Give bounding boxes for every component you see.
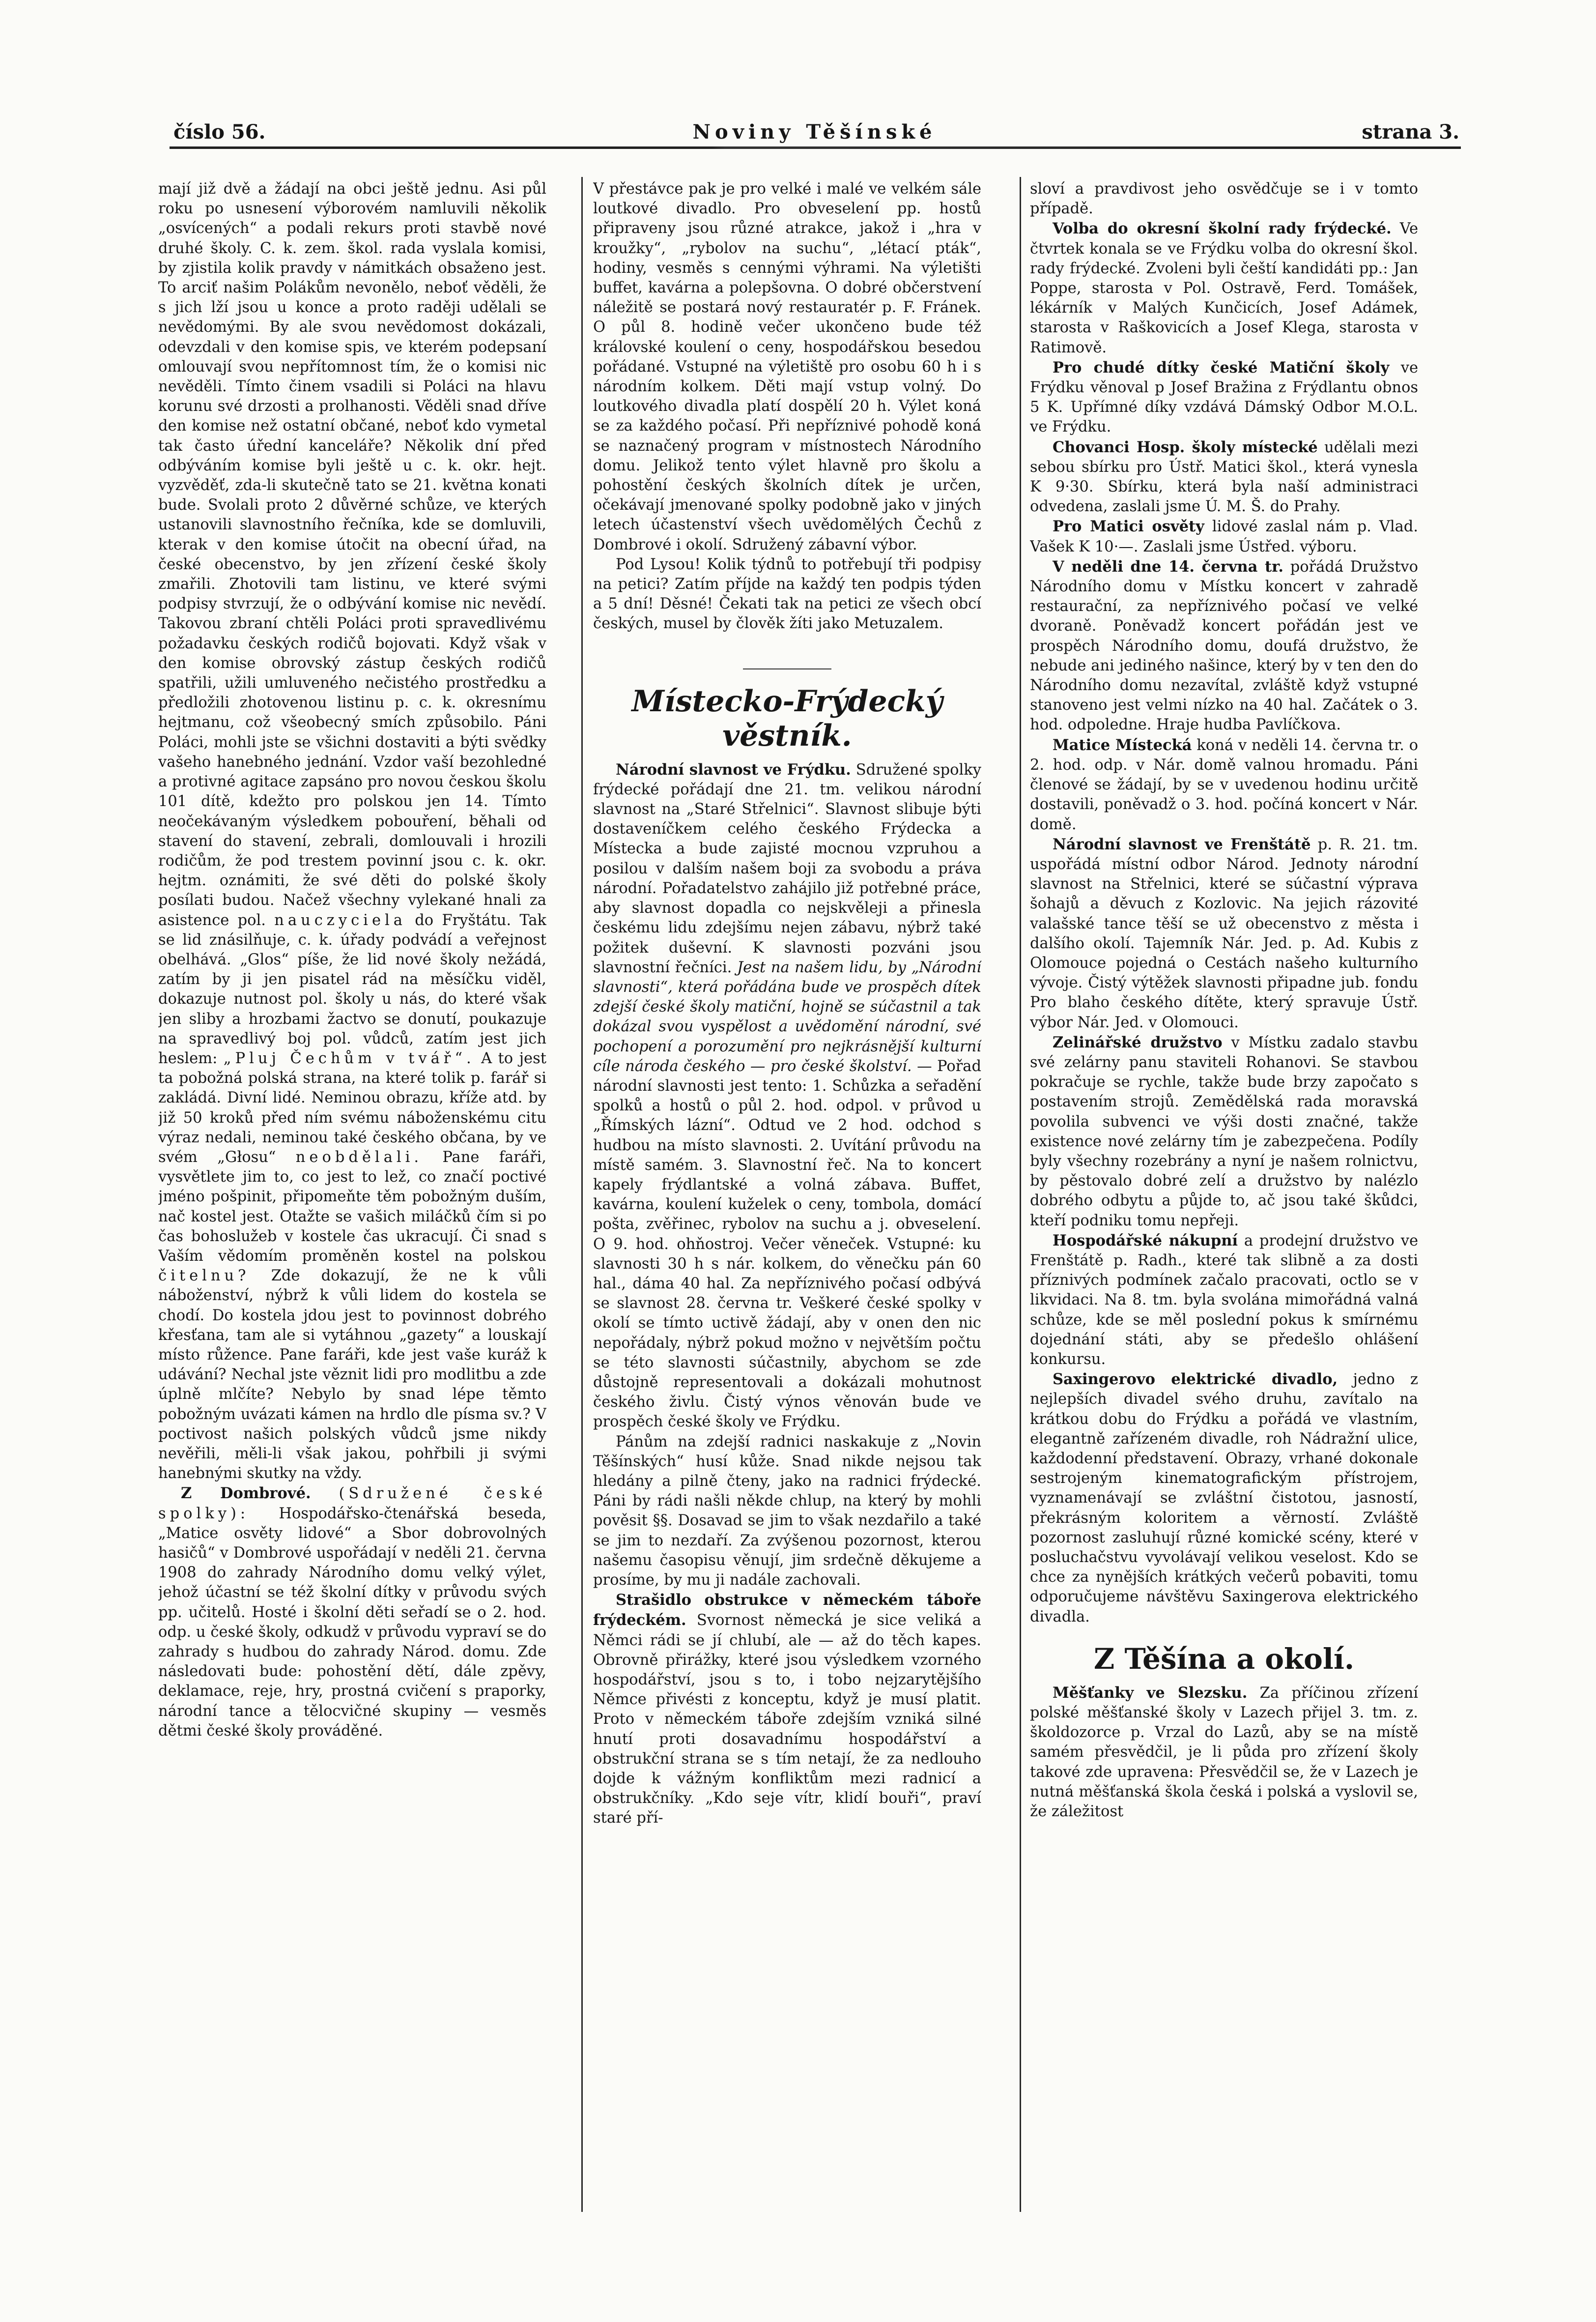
article-paragraph: Zelinářské družstvo v Místku zadalo stavbu své zelárny panu staviteli Rohanovi. Se stavbou pokračuje se rychle, takže bude brzy započato s postavením strojů. Zemědělská rada moravská povolila subvenci ve výši dosti značné, takže existence nové zelárny tím je zabezpečena. Podíly byly všechny rozebrány a nyní je našem rolnictvu, by pěstovalo dobré zelí a družstvo by nalézlo dobrého odbytu a půjde to, ač jsou také škůdci, kteří podniku tomu nepřeji.	[1030, 1033, 1418, 1229]
page-number: strana 3.	[1362, 120, 1459, 144]
article-lead: Volba do okresní školní rady frýdecké.	[1053, 220, 1392, 238]
article-paragraph: Volba do okresní školní rady frýdecké. Ve čtvrtek konala se ve Frýdku volba do okresní škol. rady frýdecké. Zvoleni byli čeští kandidáti pp.: Jan Poppe, starosta v Pol. Ostravě, Ferd. Tomášek, lékárník v Malých Kunčicích, Josef Adámek, starosta v Raškovicích a Josef Klega, starosta v Ratimově.	[1030, 220, 1418, 356]
issue-number: číslo 56.	[173, 120, 266, 144]
article-lead: Měšťanky ve Slezsku.	[1053, 1683, 1248, 1702]
article-paragraph: Pod Lysou! Kolik týdnů to potřebují tři podpisy na petici? Zatím příjde na každý ten podpis týden a 5 dní! Děsné! Čekati tak na petici ze všech obcí českých, musel by člověk žíti jako Metuzalem.	[593, 555, 981, 633]
section-heading-tesin: Z Těšína a okolí.	[1093, 1642, 1355, 1676]
article-lead: Pro Matici osvěty	[1053, 518, 1204, 536]
article-paragraph: Pro Matici osvěty lidové zaslal nám p. Vlad. Vašek K 10·—. Zaslali jsme Ústřed. výboru.	[1030, 518, 1418, 555]
article-lead: Saxingerovo elektrické divadlo,	[1053, 1370, 1338, 1389]
article-lead: Z Dombrové.	[181, 1484, 311, 1503]
newspaper-title: Noviny Těšínské	[692, 120, 937, 144]
article-lead: Národní slavnost ve Frenštátě	[1053, 835, 1311, 853]
article-paragraph: V přestávce pak je pro velké i malé ve velkém sále loutkové divadlo. Pro obveselení pp. hostů připraveny jsou různé atrakce, jakož i „hra v kroužky“, „rybolov na suchu“, „létací pták“, hodiny, vesměs s cennými výhrami. Na výletišti buffet, kavárna a polepšovna. O dobré občerstvení náležitě se postará nový restauratér p. F. Fránek. O půl 8. hodině večer ukončeno bude též královské koulení o ceny, hospodářskou besedou pořádané. Vstupné na výletiště pro osobu 60 h i s národním kolkem. Děti mají vstup volný. Do loutkového divadla platí dospělí 20 h. Výlet koná se za každého počasí. Při nepříznivé pohodě koná se naznačený program v místnostech Národního domu. Jelikož tento výlet hlavně pro školu a pohostění českých školních dítek je určen, očekávají jmenované spolky podobně jako v jiných letech účastenství všech uvědomělých Čechů z Dombrové i okolí. Sdružený zábavní výbor.	[593, 180, 981, 553]
section-heading-mistecko: Místecko-Frýdecký věstník.	[631, 684, 943, 753]
article-lead: Chovanci Hosp. školy místecké	[1053, 438, 1318, 456]
masthead-rule	[170, 146, 1461, 149]
article-paragraph: Národní slavnost ve Frenštátě p. R. 21. tm. uspořádá místní odbor Národ. Jednoty národní slavnost na Střelnici, které se súčastní výprava šohajů a děvuch z Kozlovic. Na jejich rázovité valašské tance těší se už obecenstvo z města i dalšího okolí. Tajemník Nár. Jed. p. Ad. Kubis z Olomouce pojedná o Cestách našeho kulturního vývoje. Čistý výtěžek slavnosti připadne jub. fondu Pro blaho českého dítěte, který spravuje Ústř. výbor Nár. Jed. v Olomouci.	[1030, 835, 1418, 1031]
article-paragraph: Národní slavnost ve Frýdku. Sdružené spolky frýdecké pořádají dne 21. tm. velikou národní slavnost na „Staré Střelnici“. Slavnost slibuje býti dostaveníčkem celého českého Frýdecka a Místecka a bude zajisté mocnou vzpruhou a posilou v dalším našem boji za svobodu a práva národní. Pořadatelstvo zahájilo již potřebné práce, aby slavnost dopadla co nejskvěleji a přinesla českému lidu zdejšímu nejen zábavu, nýbrž také požitek duševní. K slavnosti pozváni jsou slavnostní řečníci. Jest na našem lidu, by „Národní slavnosti“, která pořádána bude ve prospěch dítek zdejší české školy matiční, hojně se súčastnil a tak dokázal svou vyspělost a uvědomění národní, své pochopení a porozumění pro nejkrásnější kulturní cíle národa českého — pro české školství. — Pořad národní slavnosti jest tento: 1. Schůzka a seřadění spolků a hostů o půl 2. hod. odpol. v průvod u „Římských lázní“. Odtud ve 2 hod. odchod s hudbou na místo slavnosti. 2. Uvítání průvodu na místě samém. 3. Slavnostní řeč. Na to koncert kapely frýdlantské a volná zábava. Buffet, kavárna, koulení kuželek o ceny, tombola, domácí pošta, zvěřinec, rybolov na suchu a j. obveselení. O 9. hod. ohňostroj. Večer věneček. Vstupné: ku slavnosti 30 h s nár. kolkem, do věnečku pán 60 hal., dáma 40 hal. Za nepříznivého počasí odbývá se slavnost 28. června tr. Veškeré české spolky v okolí se tímto uctivě žádají, aby v onen den nic nepořádaly, nýbrž pokud možno v největším počtu se této slavnosti súčastnily, abychom se zde důstojně representovali a dokázali mohutnost českého živlu. Čistý výnos věnován bude ve prospěch české školy ve Frýdku.	[593, 760, 981, 1431]
column-1	[158, 179, 546, 2224]
article-lead: V neděli dne 14. června tr.	[1053, 557, 1283, 576]
article-paragraph: Chovanci Hosp. školy místecké udělali mezi sebou sbírku pro Ústř. Matici škol., která vynesla K 9·30. Sbírku, která byla naší administraci odvedena, zaslali jsme Ú. M. Š. do Prahy.	[1030, 438, 1418, 516]
column-2	[593, 179, 981, 2224]
article-paragraph: sloví a pravdivost jeho osvědčuje se i v tomto případě.	[1030, 180, 1418, 218]
article-paragraph: Saxingerovo elektrické divadlo, jedno z nejlepších divadel svého druhu, zavítalo na krátkou dobu do Frýdku a pořádá ve vlastním, elegantně zařízeném divadle, roh Nádražní ulice, každodenní představení. Obrazy, vrhané dokonale sestrojeným kinematografickým přístrojem, vyznamenávají se zvláštní čistotou, jasností, překrásným koloritem a věrností. Zvláště pozornost zasluhují různé komické scény, které v posluchačstvu vyvolávají velikou veselost. Kdo se chce za nynějších krátkých večerů pobaviti, tomu odporučujeme návštěvu Saxingerova elektrického divadla.	[1030, 1370, 1418, 1625]
article-paragraph: Z Dombrové. (Sdružené české spolky): Hospodářsko-čtenářská beseda, „Matice osvěty lidové“ a Sbor dobrovolných hasičů“ v Dombrové uspořádají v neděli 21. června 1908 do zahrady Národního domu velký výlet, jehož účastní se též školní dítky v průvodu svých pp. učitelů. Hosté i školní děti seřadí se o 2. hod. odp. u české školy, odkudž v průvodu vypraví se do zahrady s hudbou do zahrady Národ. domu. Zde následovati bude: pohostění dětí, dále zpěvy, deklamace, reje, hry, prostná cvičení s praporky, národní tance a tělocvičné skupiny — vesměs dětmi české školy prováděné.	[158, 1484, 546, 1740]
section-ornament	[743, 668, 831, 669]
article-lead: Hospodářské nákupní	[1053, 1231, 1238, 1249]
article-paragraph: Měšťanky ve Slezsku. Za příčinou zřízení polské měšťanské školy v Lazech přijel 3. tm. z. školdozorce p. Vrzal do Lazů, aby se na místě samém přesvědčil, je li půda pro zřízení školy takové zde upravena: Přesvědčil se, že v Lazech je nutná měšťanská škola česká i polská a vyslovil se, že záležitost	[1030, 1683, 1418, 1821]
article-lead: Strašidlo obstrukce v německém táboře frýdeckém.	[593, 1591, 981, 1629]
article-lead: Pro chudé dítky české Matiční školy	[1053, 358, 1390, 377]
article-lead: Národní slavnost ve Frýdku.	[616, 760, 851, 779]
article-lead: Matice Místecká	[1053, 736, 1192, 754]
article-paragraph: mají již dvě a žádají na obci ještě jednu. Asi půl roku po usnesení výborovém namluvili několik „osvícených“ a podali rekurs proti stavbě nové druhé školy. C. k. zem. škol. rada vyslala komisi, by zjistila kolik pravdy v námitkách obsaženo jest. To arciť našim Polákům nevonělo, neboť věděli, že s jich lží jsou u konce a proto raději udělali se nevědomými. By ale svou nevědomost dokázali, odevzdali v den komise spis, ve kterém podepsaní omlouvají svou nepřítomnost tím, že o komisi nic nevěděli. Tímto činem vsadili si Poláci na hlavu korunu své drzosti a prolhanosti. Věděli snad dříve den komise než ostatní občané, neboť kdo vymetal tak často úřední kanceláře? Několik dní před odbýváním komise byli ještě u c. k. okr. hejt. vyzvěděť, zda-li skutečně tato se 21. května konati bude. Svolali proto 2 důvěrné schůze, ve kterých ustanovili slavnostního řečníka, kde se domluvili, kterak v den komise útočit na obecní úřad, na české obecenstvo, by jen zřízení české školy zmařili. Zhotovili tam listinu, ve které svými podpisy stvrzují, že o odbývání komise nic nevědí. Takovou zbraní chtěli Poláci proti spravedlivému požadavku českých rodičů bojovati. Když však v den komise obrovský zástup českých rodičů spatřili, užili umluveného nečistého prostředku a předložili zhotovenou listinu p. c. k. okresnímu hejtmanu, což všeobecný smích způsobilo. Páni Poláci, mohli jste se všichni dostaviti a býti svědky vašeho hanebného jednání. Vzdor vaší bezohledné a protivné agitace zapsáno pro novou českou školu 101 dítě, kdežto pro polskou jen 14. Tímto neočekávaným výsledkem pobouření, běhali od stavení do stavení, zebrali, domlouvali i hrozili rodičům, že pod trestem povinní jsou c. k. okr. hejtm. oznámiti, že své děti do polské školy posílati budou. Načež všechny vylekané hnali za asistence pol. nauczyciela do Fryštátu. Tak se lid znásilňuje, c. k. úřady podvádí a veřejnost obelhává. „Glos“ píše, že lid nové školy nežádá, zatím by ji jen pisatel rád na měsíčku viděl, dokazuje nutnost pol. školy u nás, do které však jen sliby a hrozbami žactvo se donutí, poukazuje na spravedlivý boj pol. vůdců, zatím jest jich heslem: „Pluj Čechům v tvář“. A to jest ta pobožná polská strana, na které tolik p. farář si zakládá. Divní lidé. Neminou obrazu, kříže atd. by již 50 kroků před ním svému náboženskému citu výraz nedali, neminou také českého občana, by ve svém „Głosu“ neobdělali. Pane faráři, vysvětlete jim to, co jest to lež, co značí poctivé jméno pošpinit, připomeňte těm pobožným duším, nač kostel jest. Otažte se vašich miláčků čím si po čas bohoslužeb v kostele čas ukracují. Či snad s Vaším vědomím proměněn kostel na polskou čitelnu? Zde dokazují, že ne k vůli náboženství, nýbrž k vůli lidem do kostela se chodí. Do kostela jdou jest to povinnost dobrého křesťana, tam ale si vytáhnou „gazety“ a louskají místo růžence. Pane faráři, kde jest vaše kuráž k udávání? Nechal jste věznit lidi pro modlitbu a zde úplně mlčíte? Nebylo by snad lépe těmto pobožným uvázati kámen na hrdlo dle písma sv.? V poctivost našich polských vůdců jsme nikdy nevěřili, měli-li však jakou, pohřbili ji svými hanebnými skutky na vždy.	[158, 180, 546, 1482]
column-3	[1030, 179, 1418, 2224]
article-paragraph: Pánům na zdejší radnici naskakuje z „Novin Těšínských“ husí kůže. Snad nikde nejsou tak hledány a pilně čteny, jako na radnici frýdecké. Páni by rádi našli někde chlup, na který by mohli pověsit §§. Dosavad se jim to však nezdařilo a také se jim to nezdaří. Za zvýšenou pozornost, kterou našemu časopisu věnují, jim srdečně děkujeme a prosíme, by mu ji nadále zachovali.	[593, 1433, 981, 1589]
article-paragraph: V neděli dne 14. června tr. pořádá Družstvo Národního domu v Místku koncert v zahradě restaurační, za nepříznivého počasí ve velké dvoraně. Poněvadž koncert pořádán jest ve prospěch Národního domu, doufá družstvo, že nebude ani jediného našince, který by v ten den do Národního domu nezavítal, zvláště když vstupné stanoveno jest velmi nízko na 40 hal. Začátek o 3. hod. odpoledne. Hraje hudba Pavlíčkova.	[1030, 557, 1418, 734]
column-divider	[581, 177, 583, 2212]
masthead	[170, 120, 1459, 144]
article-paragraph: Pro chudé dítky české Matiční školy ve Frýdku věnoval p Josef Bražina z Frýdlantu obnos 5 K. Upřímné díky vzdává Dámský Odbor M.O.L. ve Frýdku.	[1030, 358, 1418, 436]
article-paragraph: Strašidlo obstrukce v německém táboře frýdeckém. Svornost německá je sice veliká a Němci rádi se jí chlubí, ale — až do těch kapes. Obrovně přirážky, které jsou výsledkem vzorného hospodářství, jsou s to, i tobo nejzarytějšího Němce přivésti z konceptu, když je musí platit. Proto v německém táboře zdejším vzniká silné hnutí proti dosavadnímu hospodářství a obstrukční strana se s tím netají, že za nedlouho dojde k vážným konfliktům mezi radnicí a obstrukčníky. „Kdo seje vítr, klidí bouři“, praví staré pří-	[593, 1591, 981, 1827]
article-lead: Zelinářské družstvo	[1053, 1033, 1223, 1051]
article-paragraph: Hospodářské nákupní a prodejní družstvo ve Frenštátě p. Radh., které tak slibně a za dosti příznivých podmínek začalo pracovati, octlo se v likvidaci. Na 8. tm. byla svolána mimořádná valná schůze, kde se měl poslední pokus k smírnému dojednání státi, aby se předešlo ohlášení konkursu.	[1030, 1231, 1418, 1368]
column-divider	[1020, 177, 1021, 2212]
article-paragraph: Matice Místecká koná v neděli 14. června tr. o 2. hod. odp. v Nár. domě valnou hromadu. Páni členové se žádají, by se v uvedenou hodinu určitě dostavili, poněvadž o 3. hod. počíná koncert v Nár. domě.	[1030, 736, 1418, 833]
